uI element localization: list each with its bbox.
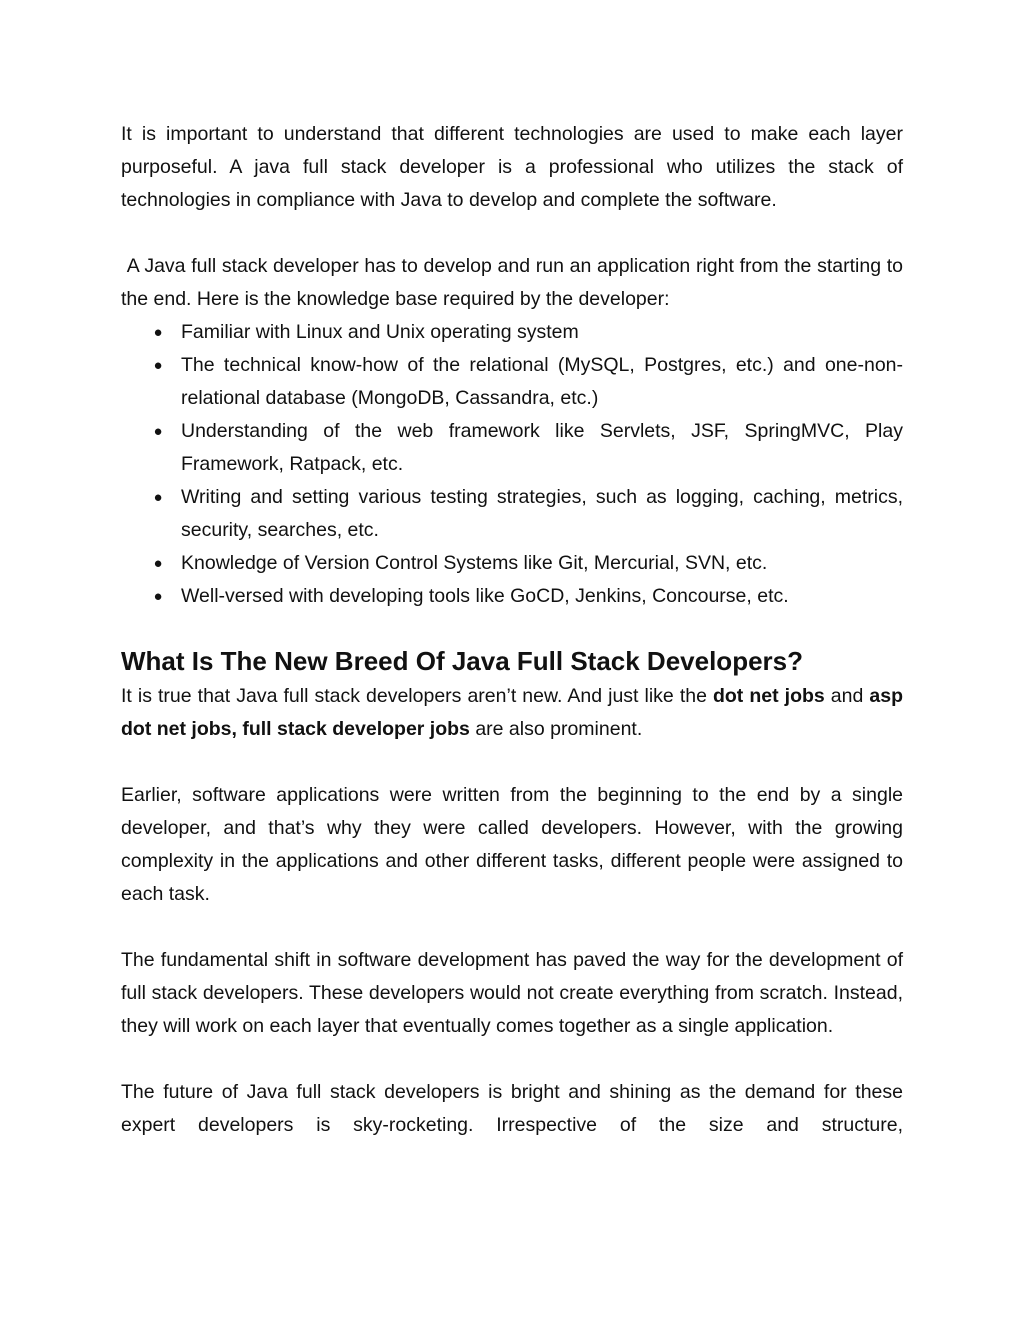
list-item-text: The technical know-how of the relational (MySQL, Postgres, etc.) and one-non-relational database (MongoDB, Cassandra, etc.) [181,354,903,409]
bullet-icon: ● [153,555,163,572]
section-paragraph-4: The future of Java full stack developers is bright and shining as the demand for these expert developers is sky-rocketing. Irrespective of the size and structure, [121,1081,903,1136]
section-paragraph-1 [121,680,903,746]
list-item [121,415,903,481]
bullet-icon: ● [153,489,163,506]
bullet-icon: ● [153,423,163,440]
bold-keyword-dot-net-jobs: dot net jobs [712,685,825,707]
paragraph-text: are also prominent. [469,718,643,740]
paragraph-spacer [121,217,903,250]
bold-keyword-asp-dot-net-jobs: asp dot net jobs, full stack developer jobs [121,685,903,740]
section-heading: What Is The New Breed Of Java Full Stack Developers? [121,646,803,676]
bullet-icon: ● [153,324,163,341]
list-item [121,580,903,613]
document-page [121,118,909,1142]
intro-paragraph-1: It is important to understand that different technologies are used to make each layer purposeful. A java full stack developer is a professional who utilizes the stack of technologies in compliance with Java to develop and complete the software. [121,123,903,211]
paragraph-text: It is true that Java full stack developers aren’t new. And just like the [121,685,713,707]
bullet-icon: ● [153,588,163,605]
list-item [121,349,903,415]
list-item-text: Knowledge of Version Control Systems like Git, Mercurial, SVN, etc. [181,552,768,574]
section-paragraph-3: The fundamental shift in software development has paved the way for the development of full stack developers. These developers would not create everything from scratch. Instead, they will work on each layer that eventually comes together as a single application. [121,949,903,1037]
paragraph-text: and [824,685,870,707]
paragraph-spacer [121,911,903,944]
paragraph-spacer [121,746,903,779]
list-item [121,316,903,349]
list-item [121,547,903,580]
list-item [121,481,903,547]
paragraph-spacer [121,1043,903,1076]
list-item-text: Familiar with Linux and Unix operating system [181,321,579,343]
list-item-text: Understanding of the web framework like Servlets, JSF, SpringMVC, Play Framework, Ratpack, etc. [181,420,903,475]
knowledge-base-list [121,316,903,613]
list-item-text: Well-versed with developing tools like GoCD, Jenkins, Concourse, etc. [181,585,789,607]
list-item-text: Writing and setting various testing strategies, such as logging, caching, metrics, security, searches, etc. [181,486,903,541]
bullet-icon: ● [153,357,163,374]
section-paragraph-2: Earlier, software applications were written from the beginning to the end by a single developer, and that’s why they were called developers. However, with the growing complexity in the applications and other different tasks, different people were assigned to each task. [121,784,903,905]
intro-paragraph-2: A Java full stack developer has to develop and run an application right from the starting to the end. Here is the knowledge base required by the developer: [121,255,909,310]
